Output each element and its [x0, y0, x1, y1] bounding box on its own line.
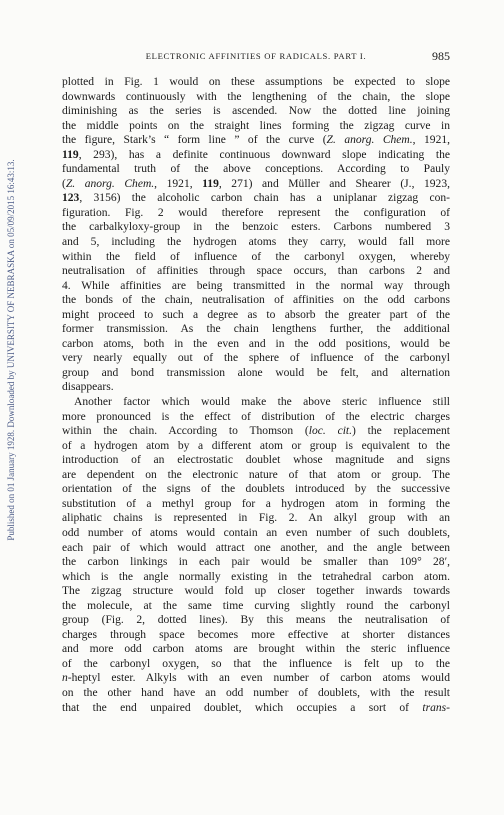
text-line: [62, 410, 450, 425]
text-line: [62, 541, 450, 556]
text-line: [62, 148, 450, 163]
text-line: [62, 468, 450, 483]
text-line: [62, 657, 450, 672]
text-line: [62, 366, 450, 381]
text-run: Another factor which would make the above steric influence still: [74, 396, 450, 409]
text-run: , 271) and Müller and Shearer (J., 1923,: [218, 177, 450, 190]
text-line: [62, 264, 450, 279]
text-run: group and bond transmission alone would be felt, and alternation: [62, 366, 450, 379]
text-run: (: [62, 177, 66, 190]
running-head: [62, 50, 450, 64]
text-line: [62, 104, 450, 119]
text-line: [62, 511, 450, 526]
text-run: -heptyl ester. Alkyls with an even number of carbon atoms would: [67, 672, 450, 685]
text-line: [62, 628, 450, 643]
text-line: [62, 584, 450, 599]
text-line: [62, 497, 450, 512]
text-run: aliphatic chains is represented in Fig. 2. An alkyl group with an: [62, 512, 450, 525]
text-run: orientation of the signs of the doublets introduced by the successive: [62, 483, 450, 496]
text-line: [62, 75, 450, 90]
text-run: downwards continuously with the lengthening of the chain, the slope: [62, 90, 450, 103]
text-run: ) the replacement: [352, 425, 451, 438]
text-run: , 1921,: [412, 134, 451, 147]
text-line: [62, 686, 450, 701]
text-line: [62, 337, 450, 352]
text-line: [62, 119, 450, 134]
text-run: within the chain. According to Thomson (: [62, 425, 309, 438]
text-line: [62, 642, 450, 657]
text-run: the middle points on the straight lines forming the zigzag curve in: [62, 119, 450, 132]
text-run: , 3156) the alcoholic carbon chain has a uniplanar zigzag con-: [79, 192, 450, 205]
italic-run: Z. anorg. Chem.: [326, 134, 413, 147]
text-run: which is the angle normally existing in the tetrahedral carbon atom.: [62, 570, 450, 583]
text-run: diminishing as the series is ascended. Now the dotted line joining: [62, 105, 450, 118]
page-number: 985: [432, 49, 450, 63]
text-run: the carbalkyloxy-group in the benzoic esters. Carbons numbered 3: [62, 221, 450, 234]
text-line: [62, 206, 450, 221]
text-run: group (Fig. 2, dotted lines). By this means the neutralisation of: [62, 614, 450, 627]
text-run: introduction of an electrostatic doublet whose magnitude and signs: [62, 454, 450, 467]
text-run: very nearly equally out of the sphere of influence of the carbonyl: [62, 352, 450, 365]
text-run: 4. While affinities are being transmitted in the normal way through: [62, 279, 450, 292]
text-run: disappears.: [62, 381, 114, 394]
running-head-title: ELECTRONIC AFFINITIES OF RADICALS. PART I.: [145, 51, 367, 61]
text-run: former transmission. As the chain lengthens further, the additional: [62, 323, 450, 336]
italic-run: loc. cit.: [308, 425, 353, 438]
text-line: [62, 526, 450, 541]
text-line: [62, 351, 450, 366]
text-run: the bonds of the chain, neutralisation of affinities on the odd carbons: [62, 294, 450, 307]
text-line: [62, 439, 450, 454]
text-run: carbon atoms, both in the even and in the odd positions, would be: [62, 337, 450, 350]
text-run: fundamental truth of the above conceptions. According to Pauly: [62, 163, 450, 176]
text-line: [62, 395, 450, 410]
text-run: within the field of influence of the carbonyl oxygen, whereby: [62, 250, 450, 263]
text-line: [62, 220, 450, 235]
text-line: [62, 133, 450, 148]
volume-number: 119: [202, 177, 219, 190]
text-run: , 1921,: [154, 177, 203, 190]
text-run: on the other hand have an odd number of doublets, with the result: [62, 686, 450, 699]
download-notice-text: Published on 01 January 1928. Downloaded by UNIVERSITY OF NEBRASKA on 05/09/2015 16:43:13.: [6, 159, 16, 541]
italic-run: Z. anorg. Chem.: [65, 177, 155, 190]
text-run: , 293), has a definite continuous downward slope indicating the: [78, 148, 450, 161]
volume-number: 119: [62, 148, 79, 161]
text-line: [62, 613, 450, 628]
text-run: charges through space becomes more effective at shorter distances: [62, 628, 450, 641]
text-run: and 5, including the hydrogen atoms they carry, would fall more: [62, 236, 450, 249]
text-run: might proceed to such a degree as to absorb the greater part of the: [62, 308, 450, 321]
text-line: [62, 308, 450, 323]
italic-run: n: [62, 672, 68, 685]
text-run: neutralisation of affinities through space occurs, than carbons 2 and: [62, 265, 450, 278]
text-line: [62, 235, 450, 250]
text-run: more pronounced is the effect of distribution of the electric charges: [62, 410, 450, 423]
text-line: [62, 279, 450, 294]
text-run: each pair of which would attract one another, and the angle between: [62, 541, 450, 554]
text-line: [62, 671, 450, 686]
text-run: are dependent on the electronic nature of that atom or group. The: [62, 468, 450, 481]
text-line: [62, 482, 450, 497]
text-run: odd number of atoms would contain an even number of such doublets,: [62, 526, 450, 539]
text-line: [62, 380, 450, 395]
text-run: and more odd carbon atoms are brought within the steric influence: [62, 643, 450, 656]
text-line: [62, 177, 450, 192]
text-line: [62, 555, 450, 570]
text-line: [62, 599, 450, 614]
text-run: the carbon linkings in each pair would be smaller than 109° 28′,: [62, 556, 450, 569]
download-notice: [4, 60, 18, 640]
italic-run: trans-: [422, 701, 450, 714]
text-line: [62, 424, 450, 439]
text-run: the molecule, at the same time curving slightly round the carbonyl: [62, 599, 450, 612]
text-run: substitution of a methyl group for a hydrogen atom in forming the: [62, 497, 450, 510]
text-line: [62, 453, 450, 468]
text-line: [62, 293, 450, 308]
text-line: [62, 701, 450, 716]
text-run: of a hydrogen atom by a different atom or group is equivalent to the: [62, 439, 450, 452]
text-line: [62, 162, 450, 177]
volume-number: 123: [62, 192, 80, 205]
text-line: [62, 322, 450, 337]
text-line: [62, 191, 450, 206]
text-line: [62, 90, 450, 105]
text-line: [62, 570, 450, 585]
text-run: The zigzag structure would fold up closer together inwards towards: [62, 585, 450, 598]
article-body: [62, 75, 450, 715]
text-run: that the end unpaired doublet, which occupies a sort of: [62, 701, 423, 714]
text-run: of the carbonyl oxygen, so that the influence is felt up to the: [62, 657, 450, 670]
text-run: figuration. Fig. 2 would therefore represent the configuration of: [62, 206, 450, 219]
text-run: plotted in Fig. 1 would on these assumptions be expected to slope: [62, 76, 450, 88]
text-run: the figure, Stark’s “ form line ” of the curve (: [62, 134, 327, 147]
text-line: [62, 250, 450, 265]
